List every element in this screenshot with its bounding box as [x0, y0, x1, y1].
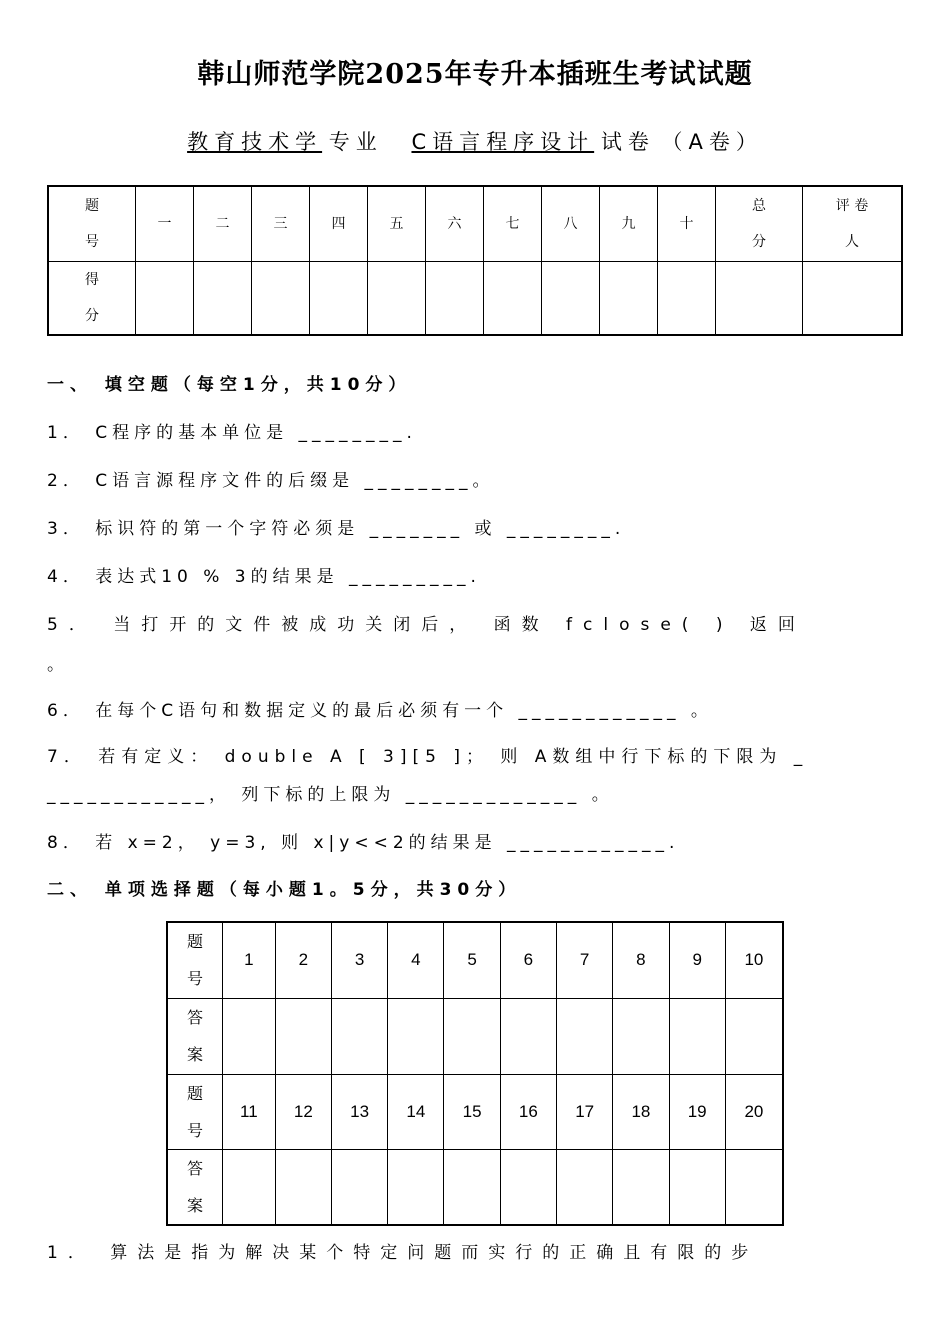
answer-cell[interactable]: [669, 998, 725, 1074]
answer-num-row-1: [167, 922, 783, 998]
score-cell[interactable]: [310, 261, 368, 335]
header-cell: 六: [426, 186, 484, 261]
section-2-heading: 二、 单项选择题（每小题1。5分，共30分）: [47, 880, 522, 900]
fill-question-2: 2． C语言源程序文件的后缀是 ________。: [47, 471, 495, 491]
grader-label: 评 卷 人: [803, 186, 903, 261]
answer-cell[interactable]: [500, 1149, 556, 1225]
score-cell[interactable]: [252, 261, 310, 335]
grader-cell[interactable]: [803, 261, 903, 335]
question-number-cell: 19: [669, 1074, 725, 1149]
header-cell: 九: [600, 186, 658, 261]
question-number-cell: 9: [669, 922, 725, 998]
answer-cell[interactable]: [223, 998, 276, 1074]
question-number-cell: 12: [275, 1074, 331, 1149]
question-number-cell: 15: [444, 1074, 500, 1149]
row-label-answer: 答 案: [167, 998, 223, 1074]
header-cell: 四: [310, 186, 368, 261]
course-suffix: 试卷: [600, 130, 655, 154]
answer-cell[interactable]: [388, 998, 444, 1074]
volume-label: （A卷）: [661, 130, 763, 154]
fill-question-8: 8． 若 x=2， y=3, 则 x|y<<2的结果是 ____________.: [47, 833, 680, 853]
answer-row-2: [167, 1149, 783, 1225]
answer-cell[interactable]: [725, 998, 783, 1074]
score-cell[interactable]: [658, 261, 716, 335]
fill-question-5-cont: 。: [47, 655, 69, 675]
row-label-score: 得 分: [48, 261, 136, 335]
answer-row-1: [167, 998, 783, 1074]
score-value-row: [48, 261, 902, 335]
total-score-cell[interactable]: [716, 261, 803, 335]
fill-question-1: 1． C程序的基本单位是 ________.: [47, 423, 417, 443]
question-number-cell: 17: [557, 1074, 613, 1149]
score-table: [47, 185, 903, 336]
score-cell[interactable]: [194, 261, 252, 335]
answer-cell[interactable]: [275, 998, 331, 1074]
score-header-row: [48, 186, 902, 261]
header-cell: 一: [136, 186, 194, 261]
answer-cell[interactable]: [613, 998, 669, 1074]
score-cell[interactable]: [484, 261, 542, 335]
answer-cell[interactable]: [500, 998, 556, 1074]
answer-cell[interactable]: [613, 1149, 669, 1225]
question-number-cell: 8: [613, 922, 669, 998]
major-name: 教育技术学: [187, 130, 323, 154]
answer-cell[interactable]: [669, 1149, 725, 1225]
score-cell[interactable]: [600, 261, 658, 335]
fill-question-6: 6． 在每个C语句和数据定义的最后必须有一个 ____________ 。: [47, 701, 713, 721]
answer-cell[interactable]: [557, 1149, 613, 1225]
question-number-cell: 14: [388, 1074, 444, 1149]
header-cell: 二: [194, 186, 252, 261]
major-suffix: 专业: [328, 130, 383, 154]
score-cell[interactable]: [136, 261, 194, 335]
course-name: C语言程序设计: [411, 130, 595, 154]
fill-question-7: 7． 若有定义： double A [ 3][5 ]； 则 A数组中行下标的下限为 _: [47, 747, 809, 767]
answer-cell[interactable]: [725, 1149, 783, 1225]
answer-cell[interactable]: [388, 1149, 444, 1225]
question-number-cell: 1: [223, 922, 276, 998]
total-label: 总 分: [716, 186, 803, 261]
question-number-cell: 20: [725, 1074, 783, 1149]
choice-question-1: 1． 算法是指为解决某个特定问题而实行的正确且有限的步: [47, 1243, 759, 1263]
question-number-cell: 16: [500, 1074, 556, 1149]
score-cell[interactable]: [426, 261, 484, 335]
header-cell: 七: [484, 186, 542, 261]
question-number-cell: 18: [613, 1074, 669, 1149]
answer-cell[interactable]: [331, 998, 387, 1074]
question-number-cell: 6: [500, 922, 556, 998]
answer-num-row-2: [167, 1074, 783, 1149]
header-cell: 三: [252, 186, 310, 261]
header-cell: 五: [368, 186, 426, 261]
header-cell: 十: [658, 186, 716, 261]
question-number-cell: 5: [444, 922, 500, 998]
header-cell: 八: [542, 186, 600, 261]
question-number-cell: 10: [725, 922, 783, 998]
exam-title: 韩山师范学院2025年专升本插班生考试试题: [197, 59, 753, 90]
fill-question-7-cont: ____________， 列下标的上限为 _____________ 。: [47, 785, 614, 805]
answer-cell[interactable]: [331, 1149, 387, 1225]
question-number-cell: 3: [331, 922, 387, 998]
row-label-number: 题 号: [167, 1074, 223, 1149]
question-number-cell: 13: [331, 1074, 387, 1149]
question-number-cell: 7: [557, 922, 613, 998]
row-label-answer: 答 案: [167, 1149, 223, 1225]
answer-cell[interactable]: [444, 998, 500, 1074]
answer-table: [166, 921, 784, 1226]
answer-cell[interactable]: [275, 1149, 331, 1225]
section-1-heading: 一、 填空题（每空1分，共10分）: [47, 375, 412, 395]
answer-cell[interactable]: [444, 1149, 500, 1225]
fill-question-5: 5． 当打开的文件被成功关闭后， 函数 fclose( ) 返回: [47, 615, 806, 635]
row-label-number: 题 号: [167, 922, 223, 998]
row-label-number: 题 号: [48, 186, 136, 261]
answer-cell[interactable]: [557, 998, 613, 1074]
fill-question-4: 4． 表达式10 % 3的结果是 _________.: [47, 567, 481, 587]
question-number-cell: 4: [388, 922, 444, 998]
score-cell[interactable]: [368, 261, 426, 335]
answer-cell[interactable]: [223, 1149, 276, 1225]
question-number-cell: 11: [223, 1074, 276, 1149]
fill-question-3: 3． 标识符的第一个字符必须是 _______ 或 ________.: [47, 519, 626, 539]
question-number-cell: 2: [275, 922, 331, 998]
score-cell[interactable]: [542, 261, 600, 335]
exam-subtitle: [0, 126, 950, 156]
